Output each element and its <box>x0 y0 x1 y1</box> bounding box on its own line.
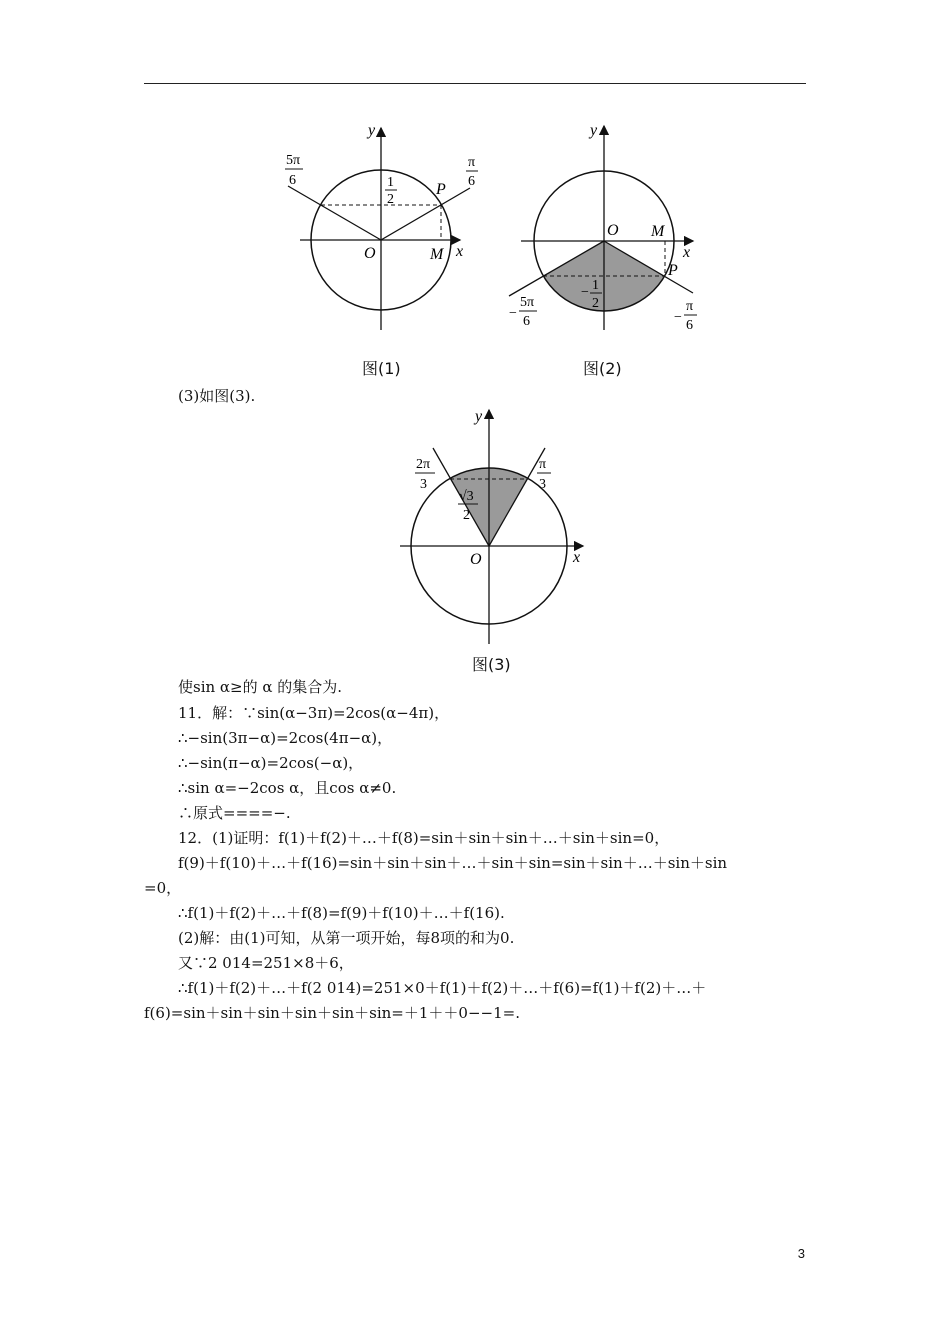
right-angle-den: 6 <box>686 318 693 333</box>
right-angle-num: π <box>686 299 694 314</box>
text-line-12: 又∵2 014=251×8＋6， <box>178 954 354 972</box>
left-angle-num: 2π <box>416 457 431 472</box>
text-line-9: =0， <box>144 879 182 897</box>
ray-left <box>288 186 381 240</box>
text-line-2: 11．解：∵sin(α−3π)=2cos(α−4π)， <box>178 704 450 722</box>
origin-label: O <box>607 222 619 239</box>
text-line-11: (2)解：由(1)可知，从第一项开始，每8项的和为0. <box>178 929 515 947</box>
point-p-label: P <box>436 181 446 198</box>
half-den: 2 <box>592 296 599 311</box>
x-label: x <box>683 244 691 261</box>
y-label: y <box>475 408 483 425</box>
right-angle-den: 3 <box>539 477 546 492</box>
page-number: 3 <box>797 1246 805 1261</box>
half-den: 2 <box>387 192 394 207</box>
intro-fig3: (3)如图(3). <box>178 387 256 405</box>
left-angle-den: 3 <box>420 477 427 492</box>
left-angle-num: 5π <box>286 153 301 168</box>
root-num: √3 <box>459 489 474 504</box>
half-sign: − <box>581 285 589 300</box>
text-line-7: 12．(1)证明：f(1)＋f(2)＋…＋f(8)=sin＋sin＋sin＋…＋sin＋sin=0， <box>178 829 670 847</box>
origin-label: O <box>364 245 376 262</box>
y-label: y <box>368 122 376 139</box>
point-m-label: M <box>651 223 665 240</box>
figure-1-caption: 图(1) <box>362 359 401 378</box>
text-line-1: 使sin α≥的 α 的集合为. <box>178 678 343 696</box>
point-p-label: P <box>668 262 678 279</box>
left-angle-den: 6 <box>289 173 296 188</box>
text-line-5: ∴sin α=−2cos α，且cos α≠0. <box>178 779 397 797</box>
half-num: 1 <box>387 175 394 190</box>
figure-1 <box>280 118 480 338</box>
left-angle-sign: − <box>509 306 517 321</box>
point-m-label: M <box>430 246 444 263</box>
text-line-4: ∴−sin(π−α)=2cos(−α)， <box>178 754 364 772</box>
right-angle-num: π <box>468 155 476 170</box>
text-line-3: ∴−sin(3π−α)=2cos(4π−α)， <box>178 729 393 747</box>
text-line-6: ∴原式====−. <box>178 804 291 822</box>
right-angle-sign: − <box>674 310 682 325</box>
figure-3-caption: 图(3) <box>472 655 511 674</box>
x-label: x <box>573 549 581 566</box>
root-den: 2 <box>463 508 470 523</box>
half-num: 1 <box>592 278 599 293</box>
right-angle-den: 6 <box>468 174 475 189</box>
ray-right <box>381 188 470 240</box>
text-line-13: ∴f(1)＋f(2)＋…＋f(2 014)=251×0＋f(1)＋f(2)＋…＋f(6)=f(1)＋f(2)＋…＋ <box>178 979 707 997</box>
y-label: y <box>590 122 598 139</box>
text-line-8: f(9)＋f(10)＋…＋f(16)=sin＋sin＋sin＋…＋sin＋sin=sin＋sin＋…＋sin＋sin <box>178 854 728 872</box>
text-line-14: f(6)=sin＋sin＋sin＋sin＋sin＋sin=＋1＋＋0−−1=. <box>144 1004 520 1022</box>
x-label: x <box>456 243 464 260</box>
figure-3 <box>395 404 595 649</box>
figure-2 <box>503 118 703 338</box>
origin-label: O <box>470 551 482 568</box>
left-angle-num: 5π <box>520 295 535 310</box>
figure-2-caption: 图(2) <box>583 359 622 378</box>
text-line-10: ∴f(1)＋f(2)＋…＋f(8)=f(9)＋f(10)＋…＋f(16). <box>178 904 505 922</box>
header-rule <box>144 83 806 84</box>
left-angle-den: 6 <box>523 314 530 329</box>
right-angle-num: π <box>539 457 547 472</box>
